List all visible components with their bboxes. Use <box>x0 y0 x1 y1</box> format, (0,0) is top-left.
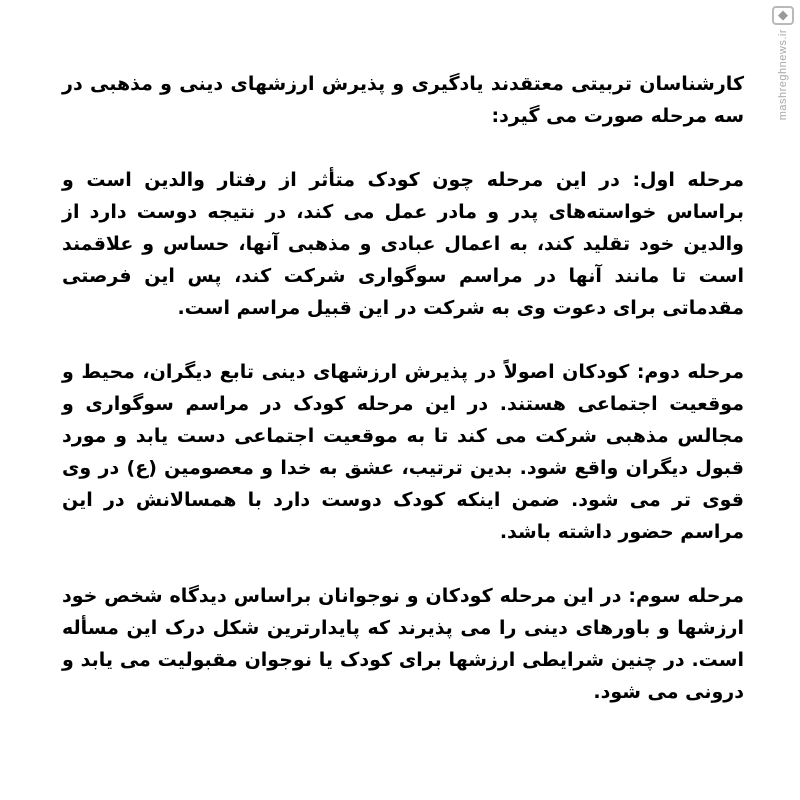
watermark-text: mashreghnews.ir <box>777 29 789 121</box>
stage-three-paragraph: مرحله سوم: در این مرحله کودکان و نوجوانان براساس دیدگاه شخص خود ارزشها و باورهای دینی را می پذیرند که پایدارترین شکل درک این مسأله است. در چنین شرایطی ارزشها برای کودک یا نوجوان مقبولیت می یابد و درونی می شود. <box>62 585 744 703</box>
intro-paragraph: کارشناسان تربیتی معتقدند یادگیری و پذیرش ارزشهای دینی و مذهبی در سه مرحله صورت می گیرد: <box>62 73 744 127</box>
mashreghnews-logo-icon: ◆ <box>772 6 794 25</box>
stage-two-paragraph: مرحله دوم: کودکان اصولاً در پذیرش ارزشهای دینی تابع دیگران، محیط و موقعیت اجتماعی هستند. در این مرحله کودک در مراسم سوگواری و مجالس مذهبی شرکت می کند تا به موقعیت اجتماعی دست یابد و مورد قبول دیگران واقع شود. بدین ترتیب، عشق به خدا و معصومین (ع) در وی قوی تر می شود. ضمن اینکه کودک دوست دارد با همسالانش در این مراسم حضور داشته باشد. <box>62 361 744 543</box>
article-text <box>62 68 744 740</box>
watermark <box>770 6 796 121</box>
stage-one-paragraph: مرحله اول: در این مرحله چون کودک متأثر از رفتار والدین است و براساس خواسته‌های پدر و مادر عمل می کند، در نتیجه دوست دارد از والدین خود تقلید کند، به اعمال عبادی و مذهبی آنها، حساس و علاقمند است تا مانند آنها در مراسم سوگواری شرکت کند، پس این فرصتی مقدماتی برای دعوت وی به شرکت در این قبیل مراسم است. <box>62 169 744 319</box>
